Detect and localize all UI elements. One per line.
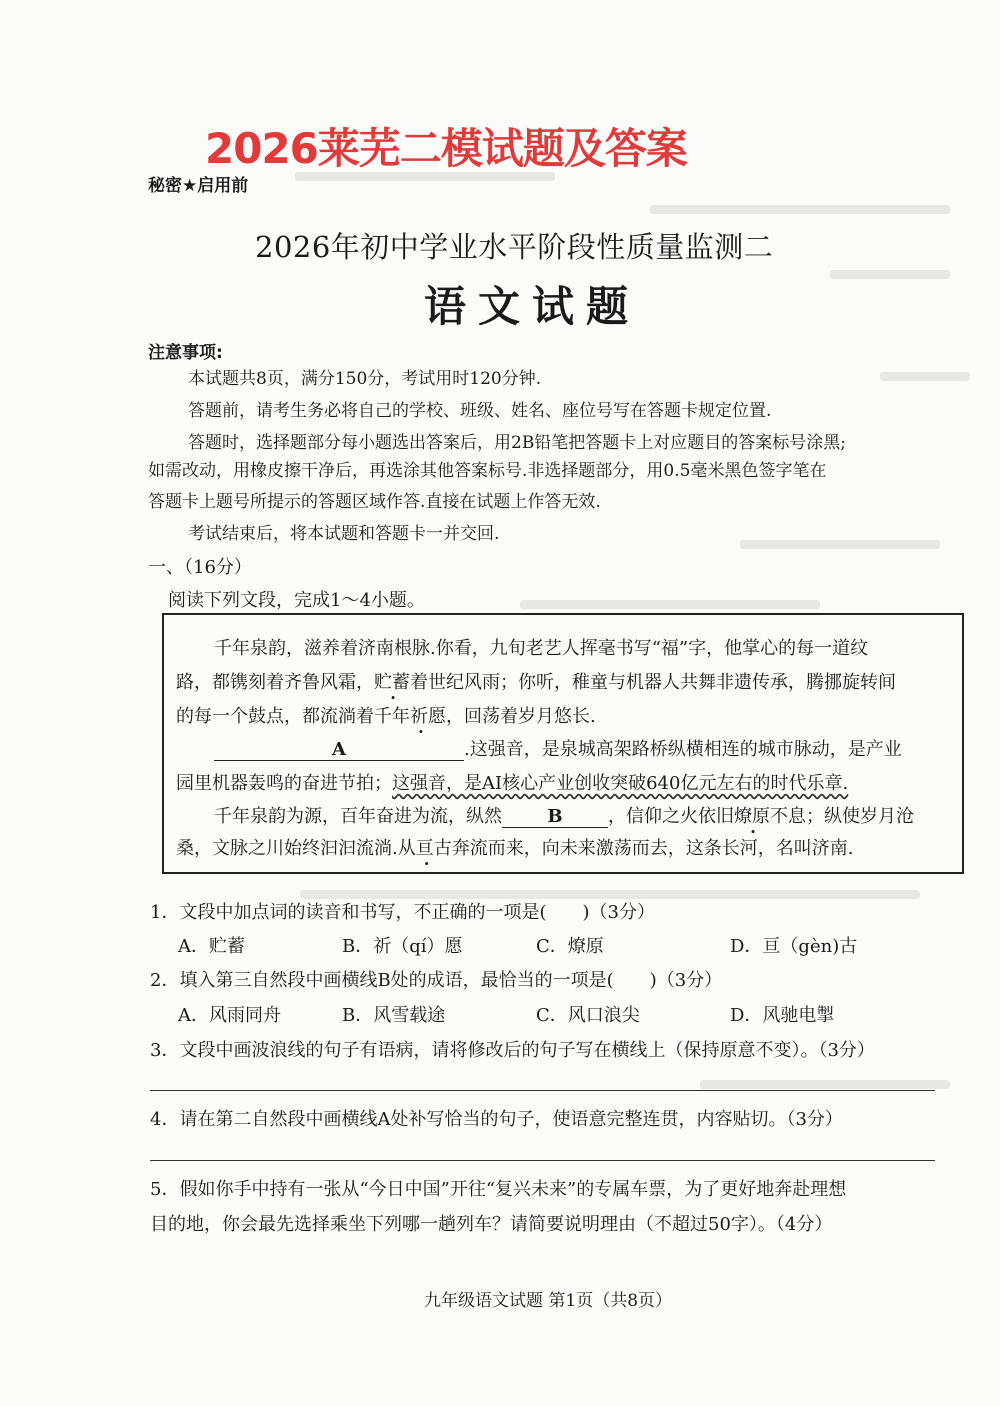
question-5-line2: 目的地，你会最先选择乘坐下列哪一趟列车？请简要说明理由（不超过50字）。（4分） [150, 1214, 833, 1235]
passage-text: 千年泉韵为源，百年奋进为流，纵然 [214, 806, 502, 827]
question-3: 3．文段中画波浪线的句子有语病，请将修改后的句子写在横线上（保持原意不变）。（3分） [150, 1040, 875, 1061]
dotted-word: 燎原 [734, 806, 770, 827]
blank-a: A [214, 739, 464, 761]
bleed-through-mark [520, 600, 820, 609]
passage-text: 愿，回荡着岁月悠长. [428, 706, 596, 727]
dotted-word: 亘 [415, 838, 434, 859]
passage-text: .这强音，是泉城高架路桥纵横相连的城市脉动，是产业 [464, 739, 902, 760]
notice-heading: 注意事项: [148, 343, 223, 363]
section-instruction: 阅读下列文段，完成1～4小题。 [168, 590, 425, 611]
passage-text: 园里机器轰鸣的奋进节拍； [176, 773, 392, 794]
passage-text: 路，都镌刻着齐鲁风霜， [176, 672, 374, 693]
passage-line [176, 702, 596, 728]
question-2: 2．填入第三自然段中画横线B处的成语，最恰当的一项是( )（3分） [150, 970, 723, 991]
bleed-through-mark [880, 372, 970, 381]
passage-line [176, 769, 848, 795]
blank-b: B [502, 806, 608, 828]
bleed-through-mark [700, 1080, 950, 1089]
passage-text: 桑，文脉之川始终汩汩流淌.从 [176, 838, 416, 859]
dotted-word: 祈 [410, 706, 428, 727]
passage-text: 不息；纵使岁月沧 [770, 806, 914, 827]
answer-line [150, 1160, 935, 1161]
notice-line: 答题卡上题号所提示的答题区域作答.直接在试题上作答无效. [148, 492, 601, 512]
banner-title: 2026莱芜二模试题及答案 [205, 124, 687, 173]
dotted-word: 贮蓄 [374, 672, 410, 693]
q1-option-d: D．亘（gèn)古 [730, 936, 858, 957]
question-5-line1: 5．假如你手中持有一张从“今日中国”开往“复兴未来”的专属车票，为了更好地奔赴理想 [150, 1179, 847, 1200]
bleed-through-mark [650, 205, 950, 214]
question-1: 1．文段中加点词的读音和书写，不正确的一项是( )（3分） [150, 902, 655, 923]
section-heading: 一、（16分） [148, 557, 252, 578]
notice-line: 如需改动，用橡皮擦干净后，再选涂其他答案标号.非选择题部分，用0.5毫米黑色签字笔在 [148, 461, 827, 481]
question-4: 4．请在第二自然段中画横线A处补写恰当的句子，使语意完整连贯，内容贴切。（3分） [150, 1109, 843, 1130]
subject-title: 语文试题 [424, 282, 641, 331]
wavy-underlined-sentence: 这强音，是AI核心产业创收突破640亿元左右的时代乐章. [392, 773, 849, 794]
bleed-through-mark [830, 270, 950, 279]
exam-title: 2026年初中学业水平阶段性质量监测二 [255, 230, 774, 264]
passage-line [214, 735, 902, 761]
answer-line [150, 1090, 935, 1091]
notice-line: 答题时，选择题部分每小题选出答案后，用2B铅笔把答题卡上对应题目的答案标号涂黑; [188, 433, 847, 453]
q1-option-a: A．贮蓄 [178, 936, 245, 957]
notice-line: 答题前，请考生务必将自己的学校、班级、姓名、座位号写在答题卡规定位置. [188, 401, 772, 421]
passage-text: ，信仰之火依旧 [608, 806, 734, 827]
passage-text: 古奔流而来，向未来激荡而去，这条长河，名叫济南. [433, 838, 854, 859]
q2-option-b: B．风雪载途 [342, 1005, 446, 1026]
notice-line: 考试结束后，将本试题和答题卡一并交回. [188, 524, 500, 544]
passage-line: 千年泉韵，滋养着济南根脉.你看，九旬老艺人挥毫书写“福”字，他掌心的每一道纹 [214, 638, 869, 659]
secret-label: 秘密★启用前 [148, 176, 249, 196]
page-footer: 九年级语文试题 第1页（共8页） [424, 1291, 673, 1311]
q2-option-c: C．风口浪尖 [536, 1005, 640, 1026]
q2-option-d: D．风驰电掣 [730, 1005, 835, 1026]
passage-text: 的每一个鼓点，都流淌着千年 [176, 706, 410, 727]
notice-line: 本试题共8页，满分150分，考试用时120分钟. [188, 369, 542, 389]
passage-line [176, 668, 896, 694]
passage-line [176, 834, 853, 860]
q2-option-a: A．风雨同舟 [178, 1005, 281, 1026]
bleed-through-mark [740, 540, 940, 549]
passage-line [214, 802, 914, 828]
passage-text: 着世纪风雨；你听，稚童与机器人共舞非遗传承，腾挪旋转间 [410, 672, 896, 693]
q1-option-c: C．燎原 [536, 936, 604, 957]
q1-option-b: B．祈（qí）愿 [342, 936, 463, 957]
